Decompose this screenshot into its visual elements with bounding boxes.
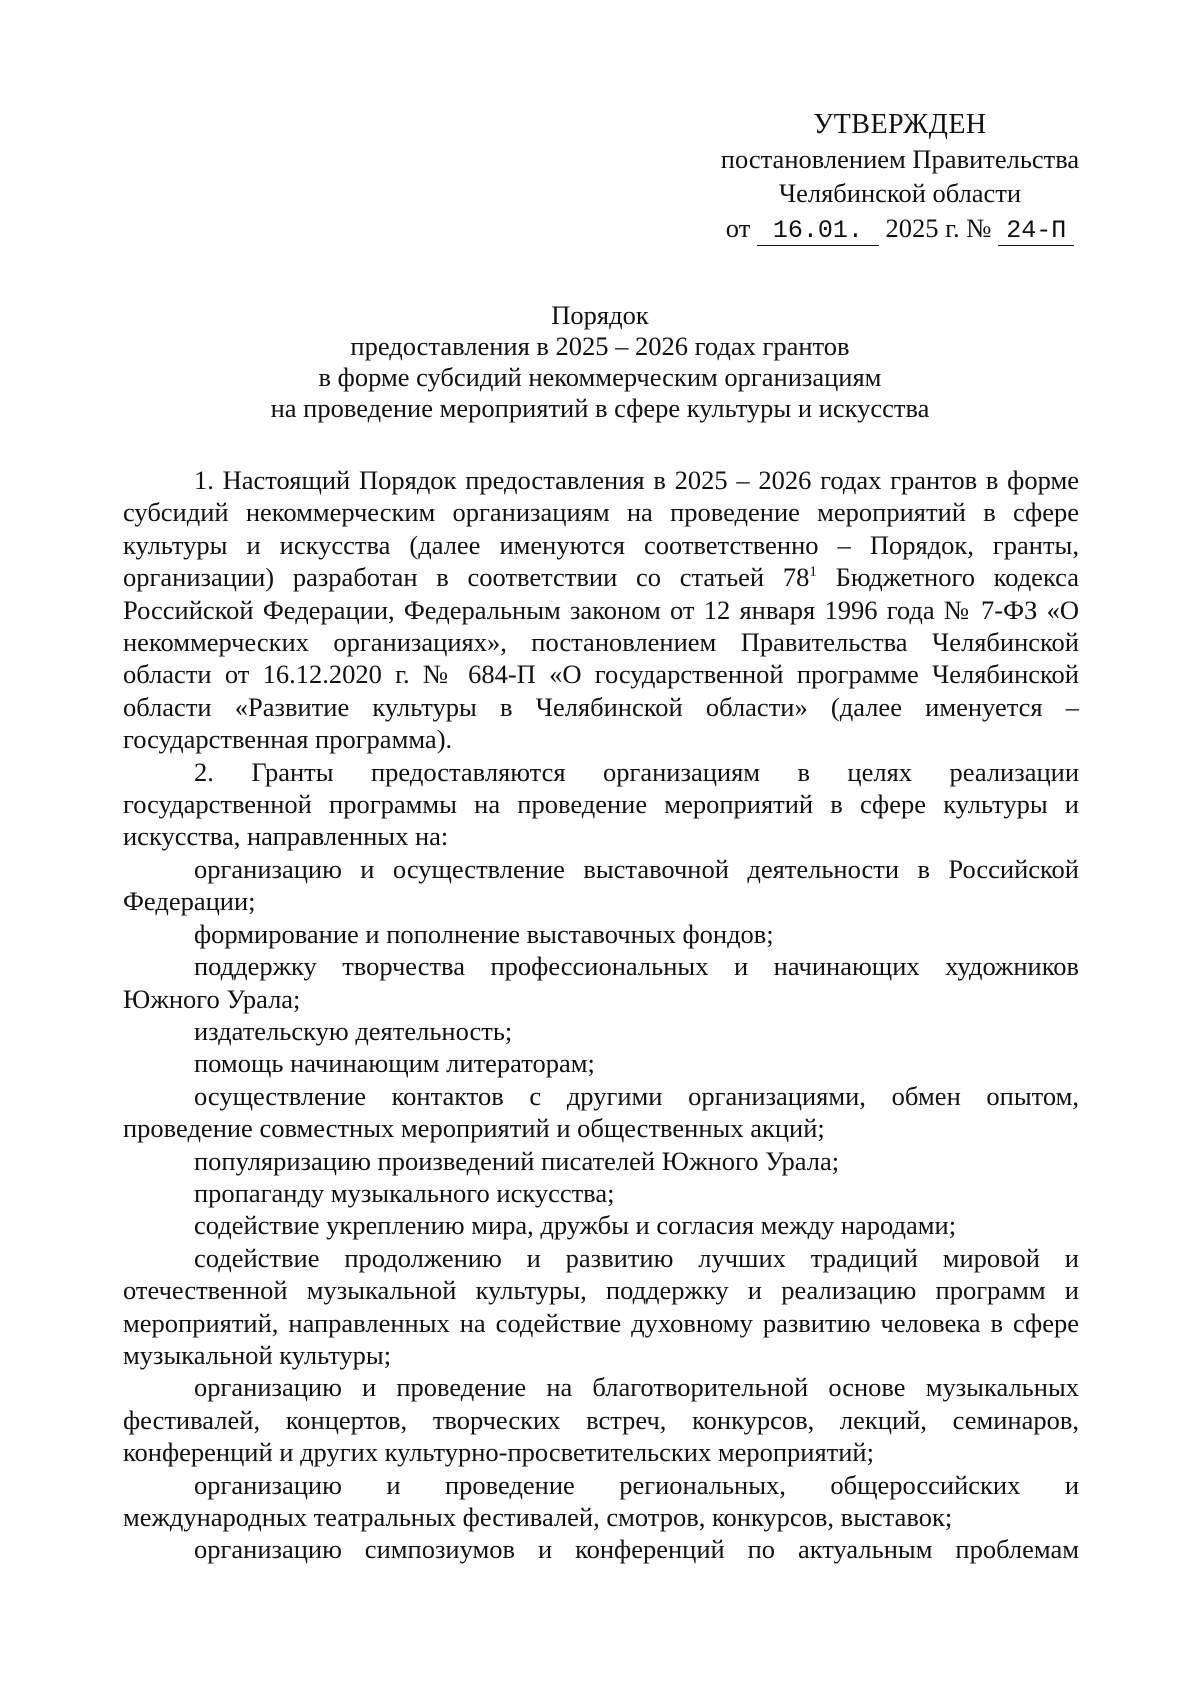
- list-item-13: организацию симпозиумов и конференций по актуальным проблемам: [194, 1534, 1079, 1565]
- approval-line-2: Челябинской области: [778, 178, 1022, 208]
- paragraph-1-text-b: Бюджетного кодекса Российской Федерации, Федеральным законом от 12 января 1996 года № 7-ФЗ «О некоммерческих организациях», постановлением Правительства Челябинской области от 16.12.2020 г. № 684-П «О государственной программе Челябинской области «Развитие культуры в Челябинской области» (далее именуется – государственная программа).: [123, 562, 1079, 755]
- number-field: 24-П: [998, 217, 1074, 246]
- list-item-12: организацию и проведение региональных, общероссийских и международных театральных фестивалей, смотров, конкурсов, выставок;: [123, 1469, 1079, 1532]
- approval-line-1: постановлением Правительства: [720, 144, 1080, 174]
- title-line-4: на проведение мероприятий в сфере культуры и искусства: [270, 393, 930, 423]
- date-prefix: от: [725, 213, 751, 243]
- list-item-11: организацию и проведение на благотворительной основе музыкальных фестивалей, концертов, творческих встреч, конкурсов, лекций, семинаров, конференций и других культурно-просветительских мероприятий;: [123, 1372, 1079, 1468]
- approval-date-line: [700, 210, 1100, 246]
- list-item-6: осуществление контактов с другими организациями, обмен опытом, проведение совместных мероприятий и общественных акций;: [123, 1080, 1079, 1144]
- list-item-3: поддержку творчества профессиональных и начинающих художников Южного Урала;: [123, 951, 1079, 1014]
- list-item-5: помощь начинающим литераторам;: [194, 1048, 595, 1079]
- approval-heading: УТВЕРЖДЕН: [813, 109, 987, 140]
- title-line-2: предоставления в 2025 – 2026 годах грантов: [350, 331, 850, 361]
- list-item-4: издательскую деятельность;: [194, 1015, 513, 1046]
- approval-stamp: [700, 108, 1100, 246]
- list-item-7: популяризацию произведений писателей Южного Урала;: [194, 1145, 840, 1176]
- list-item-9: содействие укреплению мира, дружбы и согласия между народами;: [194, 1210, 957, 1241]
- date-field: 16.01.: [757, 217, 879, 246]
- paragraph-1: [123, 464, 1079, 756]
- list-item-8: пропаганду музыкального искусства;: [194, 1177, 615, 1208]
- title-line-1: Порядок: [551, 300, 649, 330]
- year-number-label: 2025 г. №: [885, 213, 992, 243]
- article-superscript: 1: [809, 564, 817, 581]
- paragraph-1-text-a: 1. Настоящий Порядок предоставления в 2025 – 2026 годах грантов в форме субсидий некоммерческим организациям на проведение мероприятий в сфере культуры и искусства (далее именуются соответственно – Порядок, гранты, организации) разработан в соответствии со статьей 78: [123, 465, 1079, 593]
- title-line-3: в форме субсидий некоммерческим организациям: [318, 362, 882, 392]
- document-title: [120, 300, 1080, 424]
- list-item-1: организацию и осуществление выставочной деятельности в Российской Федерации;: [123, 853, 1079, 917]
- document-body: [123, 464, 1079, 1566]
- list-item-2: формирование и пополнение выставочных фондов;: [194, 918, 774, 949]
- paragraph-2: 2. Гранты предоставляются организациям в целях реализации государственной программы на проведение мероприятий в сфере культуры и искусства, направленных на:: [123, 756, 1079, 852]
- list-item-10: содействие продолжению и развитию лучших традиций мировой и отечественной музыкальной культуры, поддержку и реализацию программ и мероприятий, направленных на содействие духовному развитию человека в сфере музыкальной культуры;: [123, 1242, 1079, 1370]
